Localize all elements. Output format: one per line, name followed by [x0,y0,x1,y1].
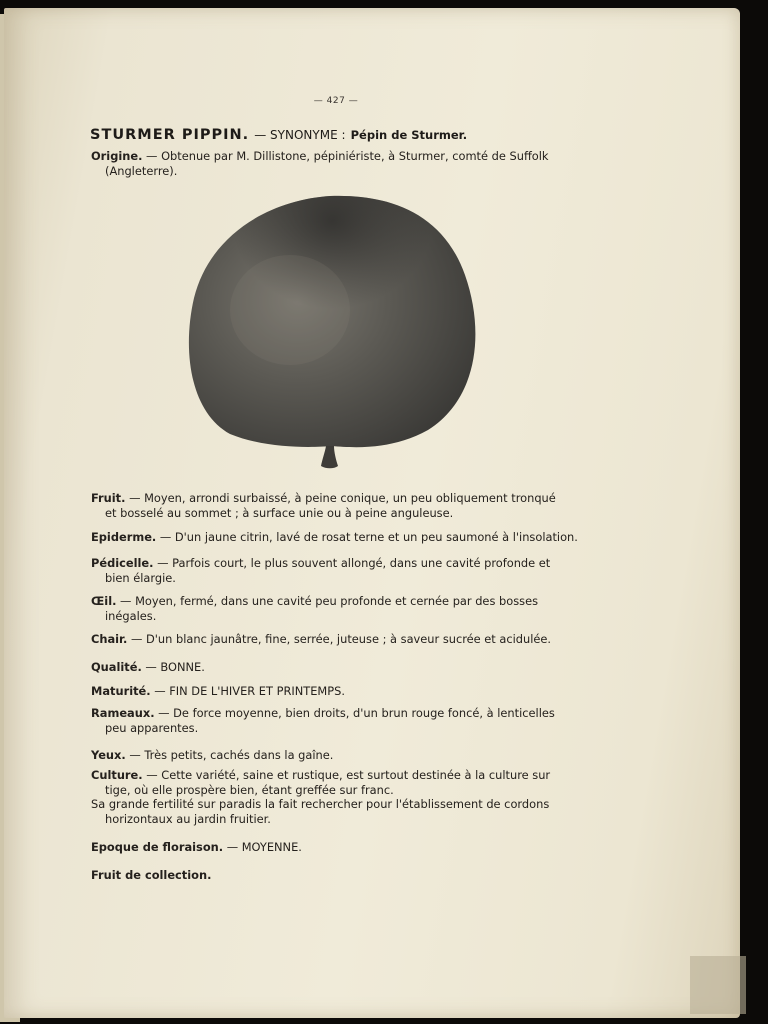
entry-label: Culture. [91,768,143,782]
entry-floraison [91,840,579,855]
entry-text-cont: horizontaux au jardin fruitier. [105,811,271,826]
entry-label: Epiderme. [91,530,157,544]
entry-pedicelle [91,556,579,585]
page-number: — 427 — [313,96,359,106]
entry-text: — Cette variété, saine et rustique, est surtout destinée à la culture sur [142,768,551,782]
synonym-label: — SYNONYME : [254,128,346,142]
entry-fruit [91,491,579,520]
entry-text: — Obtenue par M. Dillistone, pépiniériste, à Sturmer, comté de Suffolk [142,149,549,163]
entry-rameaux [91,706,579,735]
entry-epiderme [91,530,579,545]
synonym-value: Pépin de Sturmer. [350,128,468,142]
entry-text-cont: bien élargie. [105,570,176,585]
entry-label: Rameaux. [91,706,155,720]
entry-text-para: Sa grande fertilité sur paradis la fait rechercher pour l'établissement de cordons [91,797,550,812]
entry-culture [91,768,579,826]
entry-text: — FIN DE L'HIVER ET PRINTEMPS. [150,684,345,698]
entry-text-cont: (Angleterre). [105,163,178,178]
entry-label: Chair. [91,632,128,646]
entry-oeil [91,594,579,623]
entry-text: — MOYENNE. [223,840,302,854]
variety-name: STURMER PIPPIN. [90,127,250,143]
entry-text: — D'un jaune citrin, lavé de rosat terne et un peu saumoné à l'insolation. [156,530,578,544]
entry-maturite [91,684,579,699]
page-corner-shadow [690,956,746,1014]
entry-chair [91,632,579,647]
entry-text: — Parfois court, le plus souvent allongé, dans une cavité profonde et [153,556,551,570]
entry-label: Œil. [91,594,117,608]
entry-text: — Moyen, fermé, dans une cavité peu profonde et cernée par des bosses [116,594,539,608]
entry-yeux [91,748,579,763]
entry-text: — De force moyenne, bien droits, d'un brun rouge foncé, à lenticelles [154,706,555,720]
apple-illustration [180,190,490,475]
entry-label: Epoque de floraison. [91,840,224,854]
entry-text: — BONNE. [141,660,205,674]
entry-text: — D'un blanc jaunâtre, fine, serrée, juteuse ; à saveur sucrée et acidulée. [127,632,552,646]
entry-text: — Moyen, arrondi surbaissé, à peine conique, un peu obliquement tronqué [125,491,556,505]
entry-text-cont: peu apparentes. [105,720,199,735]
entry-label: Origine. [91,149,143,163]
apple-drawing [180,190,490,475]
entry-qualite [91,660,579,675]
entry-text-cont: tige, où elle prospère bien, étant greffée sur franc. [105,782,394,797]
entry-label: Qualité. [91,660,142,674]
entry-label: Yeux. [91,748,126,762]
entry-label: Maturité. [91,684,151,698]
entry-label: Fruit. [91,491,126,505]
entry-text: — Très petits, cachés dans la gaîne. [125,748,334,762]
entry-text-cont: inégales. [105,608,157,623]
variety-title [90,124,467,143]
entry-collection [91,868,579,883]
apple-stalk [321,446,338,468]
entry-label: Fruit de collection. [91,868,212,882]
entry-label: Pédicelle. [91,556,154,570]
entry-text-cont: et bosselé au sommet ; à surface unie ou à peine anguleuse. [105,505,454,520]
entry-origine [91,149,579,178]
